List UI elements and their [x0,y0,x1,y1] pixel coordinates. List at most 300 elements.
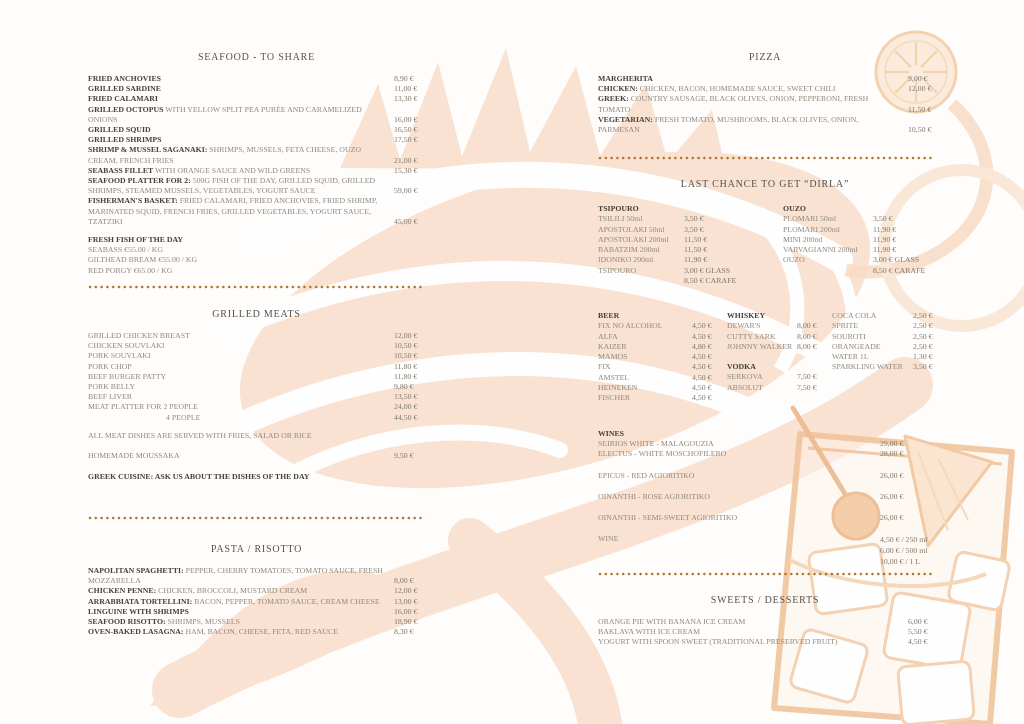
wines-item-list [598,439,932,567]
drink-item-label [598,276,684,286]
dirla-grid [598,204,932,304]
menu-item-price: 11,00 € [394,84,418,94]
drink-group-heading [727,362,833,372]
menu-item [88,402,425,412]
menu-item [88,382,425,392]
drink-item-price: 8,50 € CARAFE [873,265,926,275]
menu-item [598,94,932,114]
drink-item [598,214,768,224]
menu-item-name: MARGHERITA [598,74,653,83]
section-pizza [598,52,932,135]
wine-item [598,449,932,459]
wine-item-price: 26,00 € [880,470,904,480]
menu-item-name: PORK BELLY [88,382,136,392]
menu-item-name: CHICKEN: [598,84,638,94]
menu-item-price: 8,90 € [394,74,414,83]
menu-item-price: 13,30 € [394,94,418,104]
wine-item-price: 28,00 € [880,449,904,459]
drink-item [598,225,768,235]
wine-item [598,534,932,567]
menu-item-name: YOGURT WITH SPOON SWEET (TRADITIONAL PRESERVED FRUIT) [598,637,838,647]
drink-item-label: APOSTOLAKI 50ml [598,224,665,234]
drink-item-price: 3,50 € [684,214,704,224]
menu-item-price: 8,00 € [394,576,414,586]
menu-item [88,196,425,227]
pizza-item-list [598,74,932,135]
menu-item-text [88,566,394,586]
drink-item-label: IDONIKO 200ml [598,255,654,265]
menu-item-text [88,255,394,265]
menu-item-name: SHRIMP & MUSSEL SAGANAKI: [88,145,208,155]
drink-item [783,255,932,265]
drink-item-price: 11,90 € [873,234,897,244]
wine-item [598,439,932,449]
drink-item-price: 7,50 € [797,372,817,382]
menu-item-text [88,196,394,227]
drink-item [598,352,727,362]
menu-item-price: 8,30 € [394,627,414,637]
wine-price-line: 4,50 € / 250 ml [880,535,928,545]
menu-item-name: SEAFOOD PLATTER FOR 2: [88,176,191,186]
menu-item-desc: PEPPER, CHERRY TOMATOES, TOMATO SAUCE, FRESH MOZZARELLA [88,566,383,586]
drink-item-price: 2,50 € [913,341,933,351]
drink-item [598,373,727,383]
menu-item-name: GRILLED SHRIMPS [88,135,162,145]
menu-item-text [88,392,394,402]
fresh-fish-heading: FRESH FISH OF THE DAY [88,235,184,245]
drink-item-price: 7,50 € [797,382,817,392]
menu-item [598,115,932,135]
soft-drinks-column [832,311,932,373]
drink-item-label: PLOMARI 200ml [783,224,840,234]
drink-heading-label: OUZO [783,204,806,213]
menu-item-name: OVEN-BAKED LASAGNA: [88,627,184,637]
dotted-divider [88,516,425,520]
drink-item-label: AMSTEL [598,372,630,382]
right-column [598,0,932,724]
menu-item [88,176,425,196]
menu-item [88,597,425,607]
menu-item-name: NAPOLITAN SPAGHETTI: [88,566,184,575]
menu-item-price: 11,80 € [394,361,418,371]
pasta-item-list [88,566,425,637]
menu-item-price: 6,00 € [908,617,928,626]
menu-item-price: 10,50 € [394,341,418,351]
menu-item-text [88,382,394,392]
menu-item-desc: HAM, BACON, CHEESE, FETA, RED SAUCE [183,627,338,637]
menu-item-desc: CHICKEN, BROCCOLI, MUSTARD CREAM [156,586,308,596]
menu-item-text [598,74,908,84]
drink-item-label: MINI 200ml [783,234,823,244]
menu-item-name: GREEK: [598,94,629,104]
menu-item-name: FRIED ANCHOVIES [88,74,162,83]
menu-item-text [88,176,394,196]
drink-item [727,321,833,331]
menu-item-name: CHICKEN PENNE: [88,586,157,596]
left-column [88,0,425,724]
menu-item [88,94,425,104]
wine-item-name: ELECTUS - WHITE MOSCHOFILERO [598,449,727,459]
drink-item-label: CUTTY SARK [727,331,776,341]
drink-item-label: TSILILI 50ml [598,214,643,224]
menu-item-desc: BACON, PEPPER, TOMATO SAUCE, CREAM CHEESE [192,596,380,606]
drink-item-label: ALFA [598,331,618,341]
menu-item-name: FRIED CALAMARI [88,94,158,104]
drink-item-price: 4,80 € [692,341,712,351]
section-sweets [598,595,932,648]
menu-item [88,451,425,461]
menu-item-text [88,266,394,276]
drink-item [598,276,768,286]
drink-item-price: 11,50 € [684,245,708,255]
drink-item [598,255,768,265]
menu-item-desc: SHRIMPS, MUSSELS, FETA CHEESE, OUZO CREAM, FRENCH FRIES [88,145,361,165]
menu-item [88,413,425,423]
grilled-meats-item-list [88,331,425,423]
menu-item-desc: WITH ORANGE SAUCE AND WILD GREENS [153,165,311,175]
menu-item-name: ORANGE PIE WITH BANANA ICE CREAM [598,617,746,626]
drink-item-price: 4,50 € [692,372,712,382]
drink-item-price: 11,90 € [873,245,897,255]
drink-item-price: 2,50 € [913,311,933,320]
section-seafood [88,52,425,276]
drink-item-label: FIX NO ALCOHOL [598,321,663,331]
drink-item-price: 4,50 € [692,393,712,403]
drink-group-heading [598,204,768,214]
menu-item [598,617,932,627]
menu-item-desc: COUNTRY SAUSAGE, BLACK OLIVES, ONION, PEPPERONI, FRESH TOMATO [598,94,869,114]
menu-item [88,135,425,145]
seafood-item-list [88,74,425,227]
menu-item [598,637,932,647]
greek-cuisine-note: GREEK CUISINE: ASK US ABOUT THE DISHES OF THE DAY [88,472,310,482]
menu-item-name: MEAT PLATTER FOR 2 PEOPLE [88,402,198,412]
menu-item-name: CHICKEN SOUVLAKI [88,341,165,351]
menu-item-text [598,115,908,135]
menu-item-price: 12,00 € [394,331,418,340]
menu-item-text [88,617,394,627]
drink-item-label: COCA COLA [832,311,877,320]
menu-item [598,74,932,84]
drink-item-price: 3,00 € GLASS [684,265,731,275]
menu-item-price: 16,00 € [394,114,418,124]
drink-item [832,321,932,331]
section-wines [598,429,932,567]
tsipouro-column [598,204,768,286]
menu-item [88,607,425,617]
drink-item [727,332,833,342]
menu-item-price: 9,50 € [394,451,414,461]
menu-item [88,166,425,176]
menu-item-price: 18,90 € [394,617,418,627]
menu-item-price: 9,00 € [908,74,928,83]
drink-item-label: SPRITE [832,321,858,331]
menu-item-text [88,351,394,361]
menu-item-text [598,637,908,647]
drink-item [832,362,932,372]
menu-item [88,145,425,165]
menu-item-name: HOMEMADE MOUSSAKA [88,451,180,461]
drink-item-label: OUZO [783,255,805,265]
menu-item-text [598,84,908,94]
drink-item-label: JOHNNY WALKER [727,341,793,351]
menu-item [88,351,425,361]
drink-item-label: KAIZER [598,341,627,351]
menu-item-price: 12,00 € [908,84,932,94]
section-title-sweets: SWEETS / DESSERTS [710,595,820,606]
menu-item-name: VEGETARIAN: [598,114,653,124]
menu-item [88,341,425,351]
section-bar-drinks [598,311,932,411]
drink-item-price: 2,50 € [913,321,933,331]
drink-item-price: 11,50 € [684,234,708,244]
drink-item-price: 3,00 € GLASS [873,255,920,265]
menu-item-text [88,413,394,423]
drink-item [598,362,727,372]
drink-item-price: 2,50 € [913,331,933,341]
menu-item-text [598,94,908,114]
menu-item-name: BEEF BURGER PATTY [88,371,167,381]
drink-group-heading [598,311,727,321]
wine-item-name: OINANTHI - ROSE AGIORITIKO [598,491,710,501]
menu-item [88,331,425,341]
drink-item [598,342,727,352]
drink-item [598,266,768,276]
drink-item-label: WATER 1L [832,352,869,362]
drink-item [598,393,727,403]
menu-item-name: BEEF LIVER [88,392,132,402]
drink-heading-label: TSIPOURO [598,204,639,213]
wine-item-price: 26,00 € [880,491,904,501]
menu-item-desc: 500G FISH OF THE DAY, GRILLED SQUID, GRILLED SHRIMPS, STEAMED MUSSELS, VEGETABLES, YOGURT SAUCE [88,176,376,196]
dotted-divider [598,156,932,160]
drink-item-price: 8,50 € CARAFE [684,276,737,286]
menu-item [88,362,425,372]
drink-item-price: 11,90 € [873,224,897,234]
menu-item-name: FISHERMAN'S BASKET: [88,196,178,206]
whiskey-vodka-column [727,311,833,393]
menu-item-text [88,125,394,135]
section-title-pizza: PIZZA [748,52,782,63]
drink-item [783,225,932,235]
section-title-grilled-meats: GRILLED MEATS [212,309,301,320]
wine-price-line: 10,00 € / 1 L [880,557,921,567]
menu-item-name: RED PORGY €65.00 / KG [88,265,173,275]
menu-item-price: 13,50 € [394,392,418,402]
wine-item-name: EPICUS - RED AGIORITIKO [598,470,695,480]
sweets-item-list [598,617,932,648]
menu-item-price: 16,50 € [394,125,418,135]
drink-heading-label: WHISKEY [727,311,766,320]
drink-item-label: APOSTOLAKI 200ml [598,234,669,244]
menu-item-price: 10,50 € [394,351,418,361]
menu-item-text [88,627,394,637]
drink-item [832,311,932,321]
vodka-block [727,362,833,393]
menu-item-name: SEABASS €55.00 / KG [88,245,163,255]
menu-item-price: 17,50 € [394,135,418,145]
menu-item [88,566,425,586]
menu-item-name: PORK CHOP [88,361,132,371]
drink-item-label: MAMOS [598,352,628,362]
drink-item-label: BABATZIM 200ml [598,245,660,255]
wine-item [598,471,932,481]
section-title-dirla: LAST CHANCE TO GET “DIRLA” [680,179,850,190]
menu-item-price: 10,50 € [908,125,932,135]
drink-item-label: FISCHER [598,393,631,403]
menu-item-text [88,84,394,94]
drink-item [783,214,932,224]
menu-item-name: SEABASS FILLET [88,165,154,175]
drink-item-price: 8,00 € [797,341,817,351]
menu-item [88,266,425,276]
menu-item-price: 12,00 € [394,586,418,596]
menu-item-desc: FRIED CALAMARI, FRIED ANCHOVIES, FRIED SHRIMP, MARINATED SQUID, FRENCH FRIES, GRILLED VEGETABLES, YOGURT SAUCE, TZATZIKI [88,196,378,226]
drink-item-label: VARVAGIANNI 200ml [783,245,858,255]
menu-item-text [88,135,394,145]
drink-item-label: DEWAR'S [727,321,761,331]
drink-heading-label: VODKA [727,362,756,372]
wine-item-price: 29,00 € [880,439,904,449]
menu-item [88,84,425,94]
menu-item-price: 45,00 € [394,216,418,226]
drink-heading-label: BEER [598,311,620,320]
drink-item [832,342,932,352]
menu-item-desc: FRESH TOMATO, MUSHROOMS, BLACK OLIVES, ONION, PARMESAN [598,114,859,135]
drink-group-heading [783,204,932,214]
wine-item-name: WINE [598,534,619,544]
drink-item-label: TSIPOURO [598,265,637,275]
drink-item [727,372,833,382]
drink-item [832,332,932,342]
menu-item-text [88,402,394,412]
menu-item-text [88,372,394,382]
menu-item [88,255,425,265]
drink-item-label: SOUROTI [832,331,866,341]
menu-item [88,372,425,382]
section-title-seafood: SEAFOOD - TO SHARE [197,52,316,63]
menu-item-price: 24,00 € [394,402,418,412]
drink-item [598,235,768,245]
wine-price-line: 6,00 € / 500 ml [880,546,928,556]
fresh-fish-block [88,235,425,276]
drink-item [598,321,727,331]
menu-item-name: GRILLED SQUID [88,125,151,135]
wine-item-name: SEIRIOS WHITE - MALAGOUZIA [598,439,714,449]
drink-item-label [783,266,873,276]
menu-item [88,74,425,84]
menu-item-text [88,597,394,607]
drink-item-price: 11,90 € [684,255,708,265]
menu-item-name: LINGUINE WITH SHRIMPS [88,606,189,616]
drink-item [598,332,727,342]
menu-item-name: GILTHEAD BREAM €55.00 / KG [88,255,198,265]
drink-item-price: 3,50 € [913,362,933,372]
drink-item-label: SPARKLING WATER [832,362,903,372]
menu-item-text [88,341,394,351]
menu-item [88,125,425,135]
whiskey-block [727,311,833,352]
drink-item-price: 4,50 € [692,362,712,372]
menu-item-name: GRILLED CHICKEN BREAST [88,331,190,340]
drink-item [727,383,833,393]
menu-item-text [88,245,394,255]
menu-item [88,586,425,596]
drink-item-price: 3,50 € [873,214,893,224]
menu-item-price: 13,00 € [394,596,418,606]
menu-item-text [598,627,908,637]
menu-item-name: BAKLAVA WITH ICE CREAM [598,627,701,637]
wine-item [598,492,932,502]
menu-item-text [88,94,394,104]
wines-heading: WINES [598,429,624,438]
menu-item-name: GRILLED OCTOPUS [88,104,164,114]
menu-item [88,245,425,255]
menu-item-text [88,586,394,596]
menu-item-price: 15,30 € [394,165,418,175]
drink-item [598,245,768,255]
drink-item-label: PLOMARI 50ml [783,214,837,224]
menu-item-text [88,74,394,84]
menu-item-name: ARRABBIATA TORTELLINI: [88,596,193,606]
section-grilled-meats [88,309,425,482]
drink-item-price: 3,50 € [684,224,704,234]
menu-item-name: SEAFOOD RISOTTO: [88,617,166,627]
drink-item-label: SERKOVA [727,372,763,382]
fresh-fish-list [88,245,425,276]
wine-item-price: 26,00 € [880,513,904,523]
menu-item [88,627,425,637]
menu-item-price: 11,80 € [394,371,418,381]
menu-item [88,392,425,402]
menu-item-text [88,166,394,176]
drink-item-label: ABSOLUT [727,382,763,392]
section-title-pasta: PASTA / RISOTTO [210,544,303,555]
section-dirla [598,179,932,304]
drink-item [783,245,932,255]
drink-item [832,352,932,362]
drink-item-price: 8,00 € [797,331,817,341]
drink-item-price: 4,50 € [692,352,712,362]
menu-item [88,105,425,125]
wine-price-stack [880,534,927,567]
menu-item-price: 4,50 € [908,637,928,647]
beer-column [598,311,727,404]
menu-item-name: 4 PEOPLE [166,412,201,422]
wine-item-name: OINANTHI - SEMI-SWEET AGIORITIKO [598,513,738,523]
menu-item [598,84,932,94]
drink-item-price: 4,50 € [692,331,712,341]
menu-item-price: 9,80 € [394,382,414,392]
drink-item-price: 1,30 € [913,352,933,362]
menu-item [598,627,932,637]
ouzo-column [783,204,932,276]
menu-item-desc: SHRIMPS, MUSSELS [165,617,240,627]
menu-item-text [88,362,394,372]
menu-item-text [598,617,908,627]
menu-item-text [88,145,394,165]
menu-item-text [88,451,394,461]
drink-item [598,383,727,393]
drink-item-label: ORANGEADE [832,341,881,351]
menu-item-price: 5,50 € [908,627,928,637]
drink-item-label: FIX [598,362,611,372]
menu-item-text [88,331,394,341]
drink-item [727,342,833,352]
menu-item-desc: CHICKEN, BACON, HOMEMADE SAUCE, SWEET CHILI [637,84,836,94]
menu-item-price: 11,50 € [908,104,932,114]
drink-item-price: 4,50 € [692,321,712,331]
